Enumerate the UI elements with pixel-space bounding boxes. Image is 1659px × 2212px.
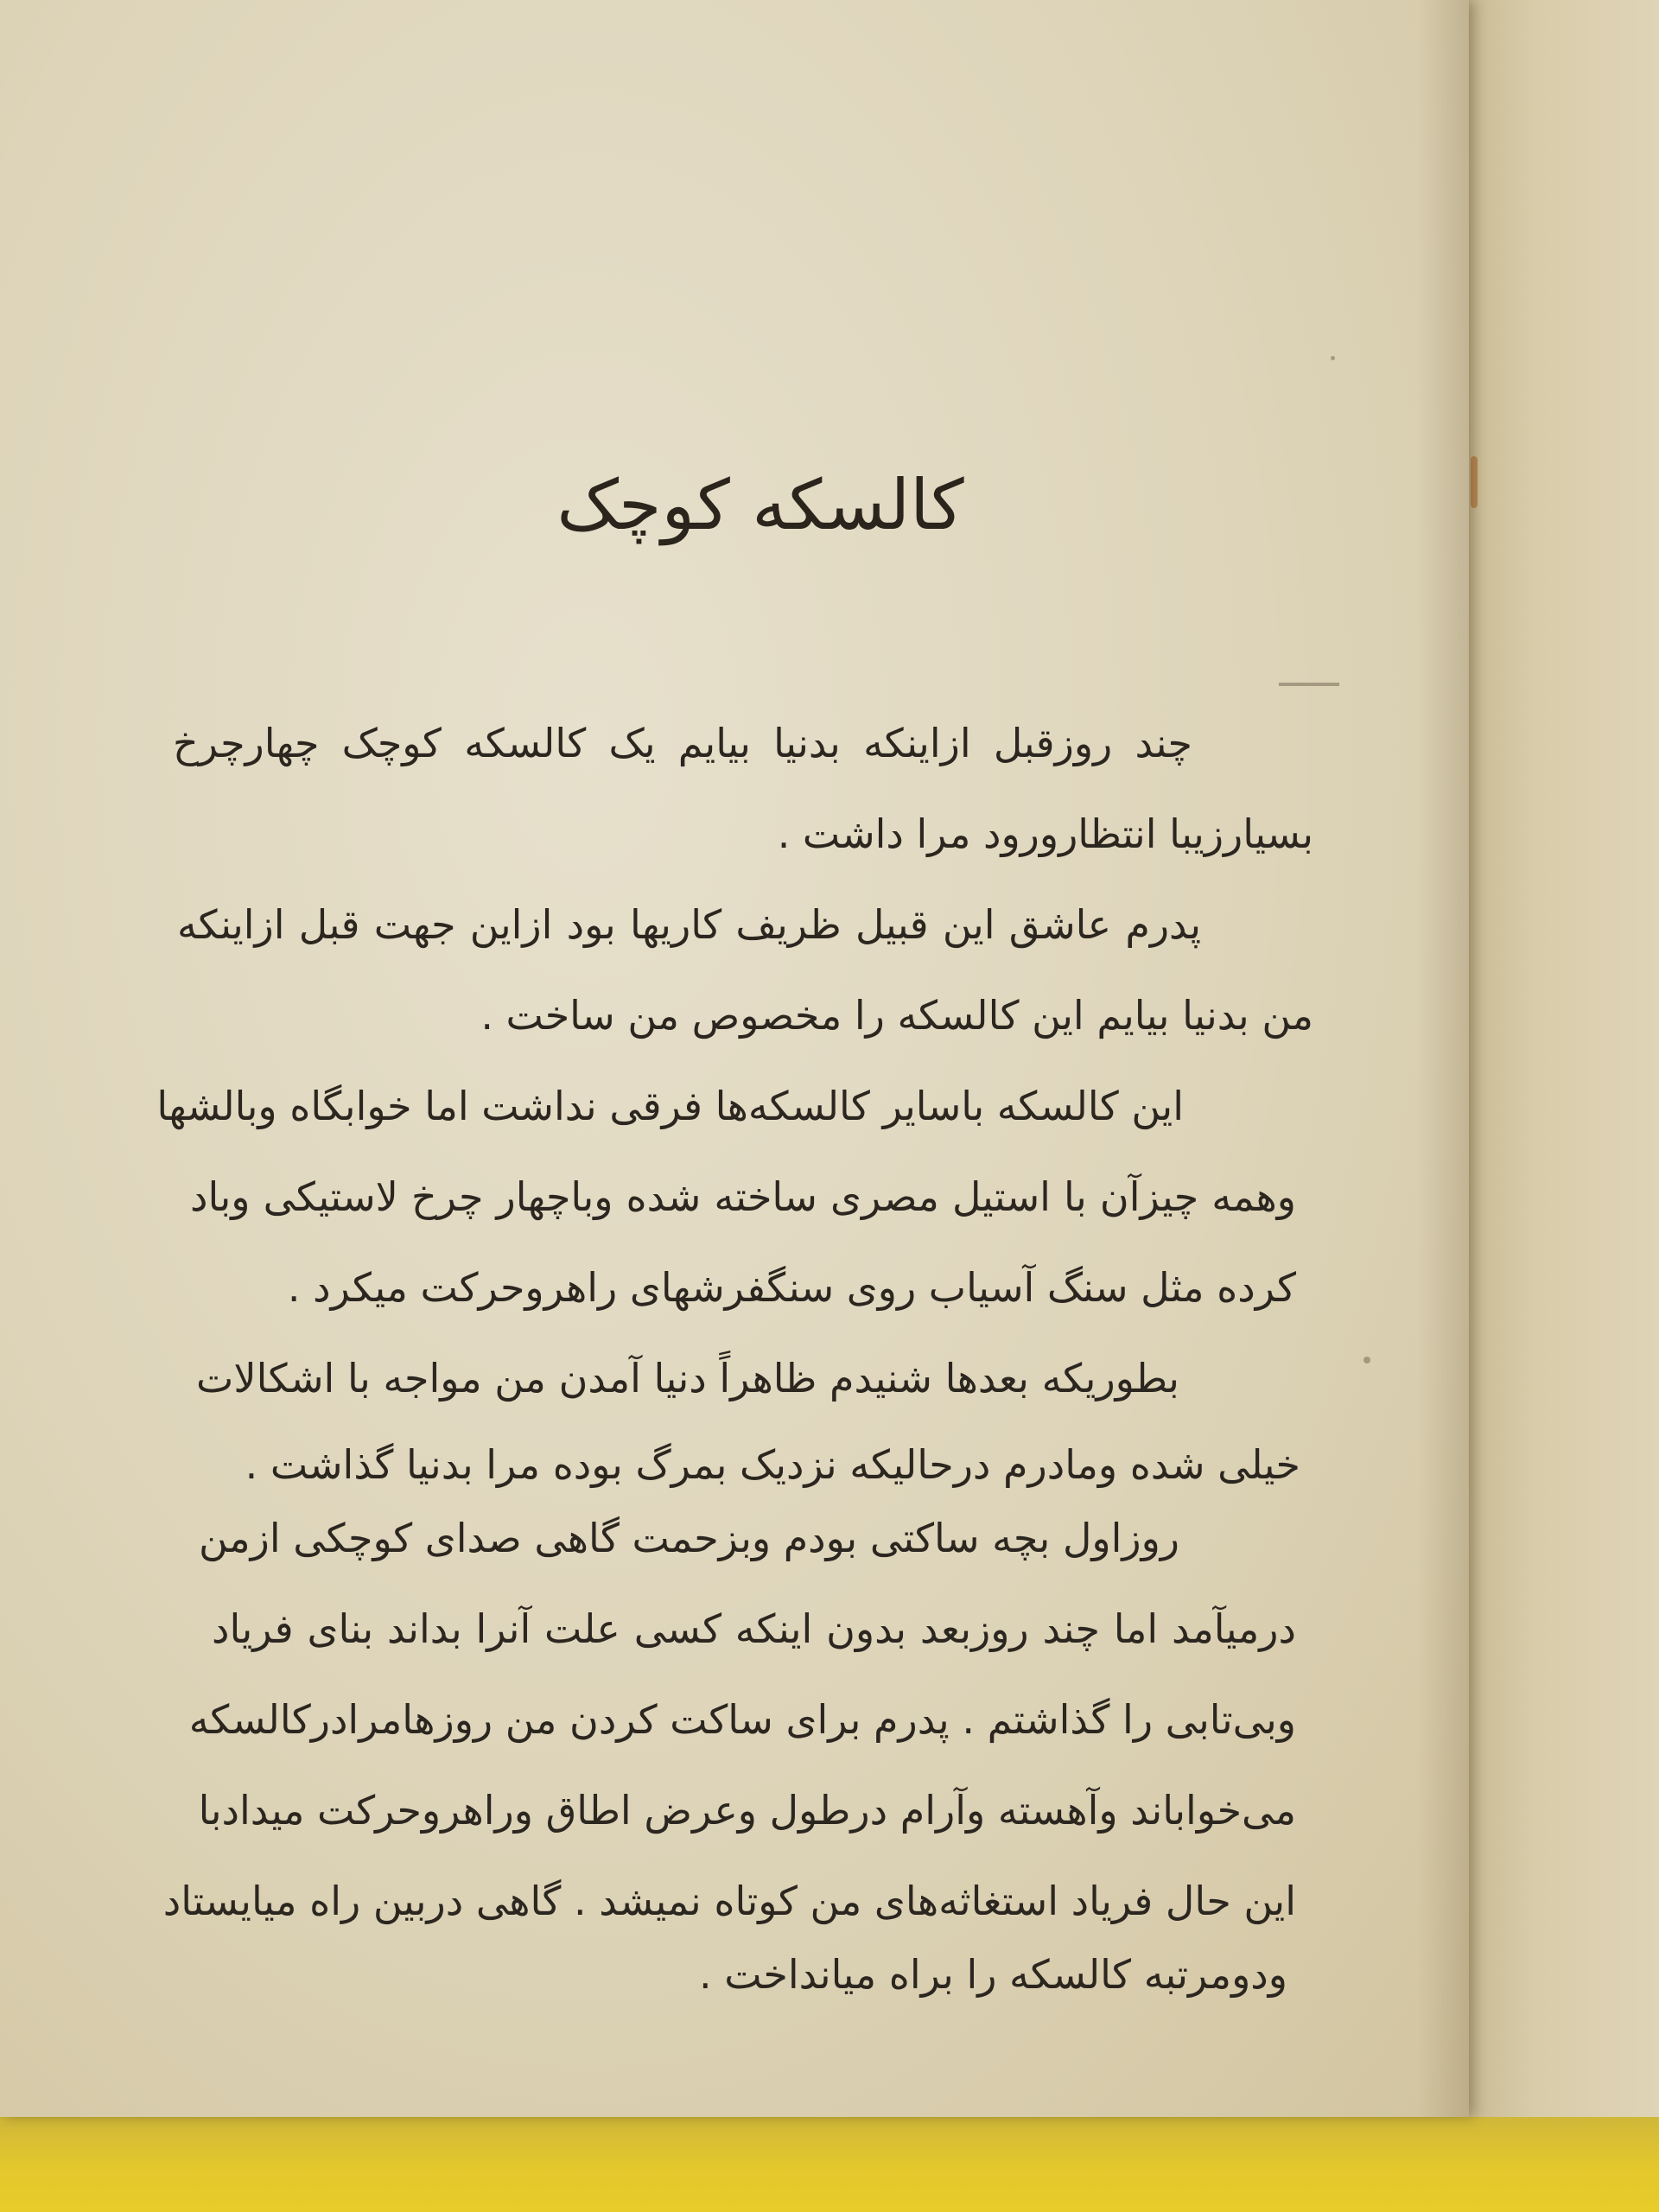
margin-dot-mark (1363, 1357, 1370, 1363)
text-line: این کالسکه باسایر کالسکه‌ها فرقی نداشت اما خوابگاه وبالشها (156, 1083, 1184, 1129)
text-line: این حال فریاد استغاثه‌های من کوتاه نمیشد . گاهی دربین راه میایستاد (162, 1878, 1296, 1924)
text-line: من بدنیا بیایم این کالسکه را مخصوص من ساخت . (480, 992, 1313, 1039)
text-line: وهمه چیزآن با استیل مصری ساخته شده وباچهار چرخ لاستیکی وباد (190, 1173, 1296, 1220)
text-line: روزاول بچه ساکتی بودم وبزحمت گاهی صدای کوچکی ازمن (199, 1515, 1179, 1561)
text-line: ودومرتبه کالسکه را براه میانداخت . (699, 1951, 1287, 1998)
text-line: درمیآمد اما چند روزبعد بدون اینکه کسی علت آنرا بداند بنای فریاد (212, 1605, 1296, 1652)
text-line: بطوریکه بعدها شنیدم ظاهراً دنیا آمدن من مواجه با اشکالات (196, 1355, 1179, 1402)
text-line: بسیارزیبا انتظارورود مرا داشت . (777, 810, 1313, 857)
text-line: می‌خواباند وآهسته وآرام درطول وعرض اطاق وراهروحرکت میدادبا (198, 1787, 1296, 1834)
text-line: وبی‌تابی را گذاشتم . پدرم برای ساکت کردن من روزهامرادرکالسکه (188, 1696, 1296, 1743)
rust-stain (1471, 456, 1478, 508)
text-line: چند روزقبل ازاینکه بدنیا بیایم یک کالسکه کوچک چهارچرخ (173, 720, 1192, 766)
text-line: خیلی شده ومادرم درحالیکه نزدیک بمرگ بوده مرا بدنیا گذاشت . (245, 1441, 1300, 1488)
margin-pencil-mark (1279, 683, 1339, 686)
text-line: کرده مثل سنگ آسیاب روی سنگفرشهای راهروحرکت میکرد . (287, 1264, 1296, 1311)
margin-dot-mark (1331, 356, 1335, 360)
facing-page-edge (1469, 0, 1659, 2117)
text-line: پدرم عاشق این قبیل ظریف کاریها بود ازاین جهت قبل ازاینکه (177, 901, 1201, 948)
chapter-title: کالسکه کوچک (556, 465, 964, 545)
